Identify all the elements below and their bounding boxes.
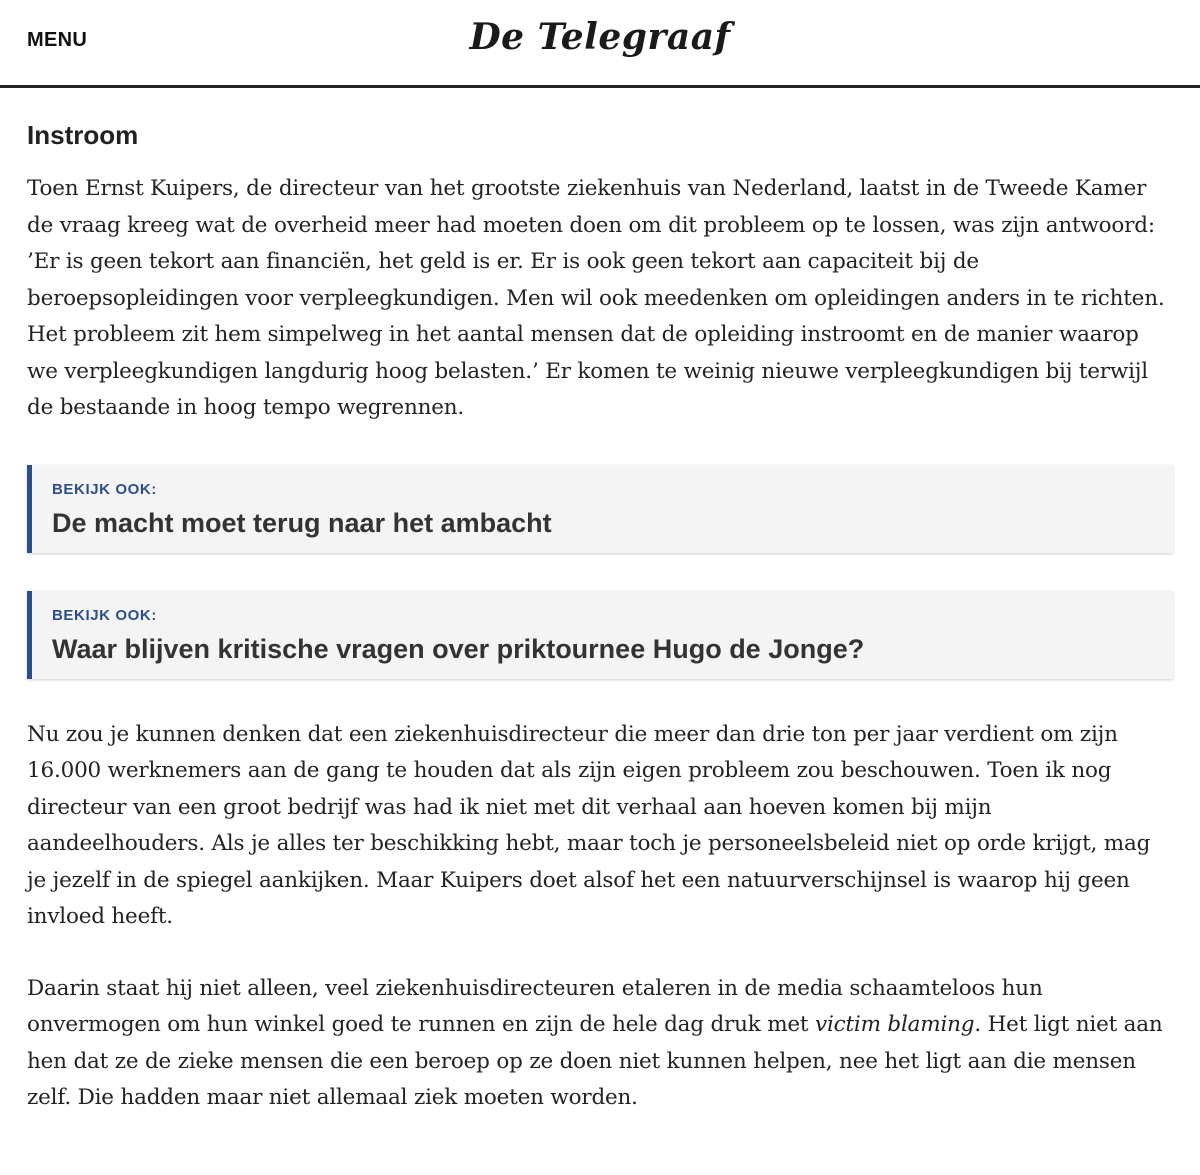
- article-paragraph: [27, 971, 1173, 1117]
- paragraph-text: Daarin staat hij niet alleen, veel ziekenhuisdirecteuren etaleren in de media schaamteloos hun onvermogen om hun winkel goed te runnen en zijn de hele dag druk met: [27, 975, 1043, 1037]
- paragraph-text: . Het ligt niet aan hen dat ze de zieke mensen die een beroep op ze doen niet kunnen helpen, nee het ligt aan die mensen zelf. Die hadden maar niet allemaal ziek moeten worden.: [27, 1012, 1163, 1110]
- menu-button[interactable]: MENU: [27, 29, 88, 51]
- related-article-card[interactable]: [27, 465, 1173, 553]
- article-body: [0, 119, 1200, 1117]
- related-article-kicker: BEKIJK OOK:: [52, 606, 157, 624]
- article-paragraph: Nu zou je kunnen denken dat een ziekenhuisdirecteur die meer dan drie ton per jaar verdient om zijn 16.000 werknemers aan de gang te houden dat als zijn eigen probleem zou beschouwen. Toen ik nog directeur van een groot bedrijf was had ik niet met dit verhaal aan hoeven komen bij mijn aandeelhouders. Als je alles ter beschikking hebt, maar toch je personeelsbeleid niet op orde krijgt, mag je jezelf in de spiegel aankijken. Maar Kuipers doet alsof het een natuurverschijnsel is waarop hij geen invloed heeft.: [27, 721, 1151, 929]
- section-heading: Instroom: [27, 120, 139, 150]
- related-article-kicker: BEKIJK OOK:: [52, 480, 157, 498]
- related-article-title[interactable]: De macht moet terug naar het ambacht: [52, 507, 552, 538]
- related-article-card[interactable]: [27, 591, 1173, 679]
- article-paragraph: Toen Ernst Kuipers, de directeur van het grootste ziekenhuis van Nederland, laatst in de Tweede Kamer de vraag kreeg wat de overheid meer had moeten doen om dit probleem op te lossen, was zijn antwoord: ’Er is geen tekort aan financiën, het geld is er. Er is ook geen tekort aan capaciteit bij de beroepsopleidingen voor verpleegkundigen. Men wil ook meedenken om opleidingen anders in te richten. Het probleem zit hem simpelweg in het aantal mensen dat de opleiding instroomt en de manier waarop we verpleegkundigen langdurig hoog belasten.’ Er komen te weinig nieuwe verpleegkundigen bij terwijl de bestaande in hoog tempo wegrennen.: [27, 176, 1165, 420]
- telegraaf-logo[interactable]: De Telegraaf: [469, 16, 731, 58]
- site-header: [0, 0, 1200, 88]
- emphasized-text: victim blaming: [815, 1012, 975, 1037]
- related-article-title[interactable]: Waar blijven kritische vragen over priktournee Hugo de Jonge?: [52, 633, 865, 664]
